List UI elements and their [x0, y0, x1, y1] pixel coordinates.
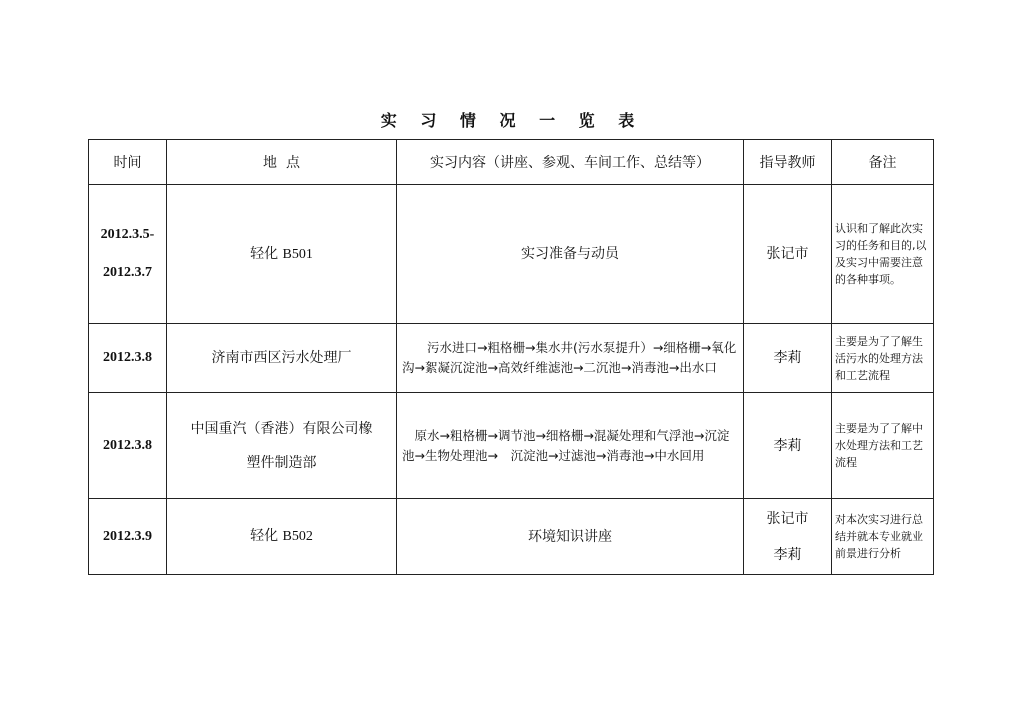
teacher-cell — [744, 324, 832, 393]
date-cell: 2012.3.9 — [89, 499, 167, 575]
content-cell: 原水→粗格栅→调节池→细格栅→混凝处理和气浮池→沉淀池→生物处理池→ 沉淀池→过滤池→消毒池→中水回用 — [397, 393, 744, 499]
header-place: 地 点 — [167, 140, 397, 185]
header-time: 时间 — [89, 140, 167, 185]
date-end: 2012.3.7 — [103, 265, 152, 280]
table-row — [89, 324, 934, 393]
page-title: 实 习 情 况 一 览 表 — [380, 111, 644, 130]
content-cell: 实习准备与动员 — [397, 185, 744, 324]
date-start: 2012.3.5- — [100, 227, 155, 242]
note-cell: 主要是为了了解生活污水的处理方法和工艺流程 — [832, 324, 934, 393]
place-cell — [167, 393, 397, 499]
teacher-name: 李莉 — [773, 546, 802, 563]
teacher-name: 张记市 — [766, 246, 809, 262]
teacher-cell — [744, 499, 832, 575]
teacher-name: 张记市 — [766, 510, 809, 527]
note-cell: 主要是为了了解中水处理方法和工艺流程 — [832, 393, 934, 499]
place-line-1: 中国重汽（香港）有限公司橡 — [190, 420, 373, 437]
date-cell: 2012.3.8 — [89, 393, 167, 499]
note-cell: 认识和了解此次实习的任务和目的,以及实习中需要注意的各种事项。 — [832, 185, 934, 324]
teacher-cell — [744, 185, 832, 324]
header-content: 实习内容（讲座、参观、车间工作、总结等） — [397, 140, 744, 185]
internship-summary-table — [88, 139, 934, 575]
place-code: B501 — [282, 246, 313, 262]
place-cell: 济南市西区污水处理厂 — [167, 324, 397, 393]
header-row — [89, 140, 934, 185]
header-teacher: 指导教师 — [744, 140, 832, 185]
place-prefix: 轻化 — [250, 528, 279, 544]
date-cell — [89, 185, 167, 324]
content-cell: 污水进口→粗格栅→集水井(污水泵提升）→细格栅→氧化沟→絮凝沉淀池→高效纤维滤池→二沉池→消毒池→出水口 — [397, 324, 744, 393]
place-cell — [167, 185, 397, 324]
place-code: B502 — [282, 529, 313, 544]
header-note: 备注 — [832, 140, 934, 185]
note-cell: 对本次实习进行总结并就本专业就业前景进行分析 — [832, 499, 934, 575]
teacher-name: 李莉 — [773, 350, 802, 366]
teacher-name: 李莉 — [773, 437, 802, 454]
place-cell — [167, 499, 397, 575]
content-cell: 环境知识讲座 — [397, 499, 744, 575]
table-row — [89, 185, 934, 324]
table-row — [89, 499, 934, 575]
place-line-2: 塑件制造部 — [246, 454, 317, 471]
date-cell: 2012.3.8 — [89, 324, 167, 393]
table-row — [89, 393, 934, 499]
teacher-cell — [744, 393, 832, 499]
place-prefix: 轻化 — [250, 245, 279, 262]
